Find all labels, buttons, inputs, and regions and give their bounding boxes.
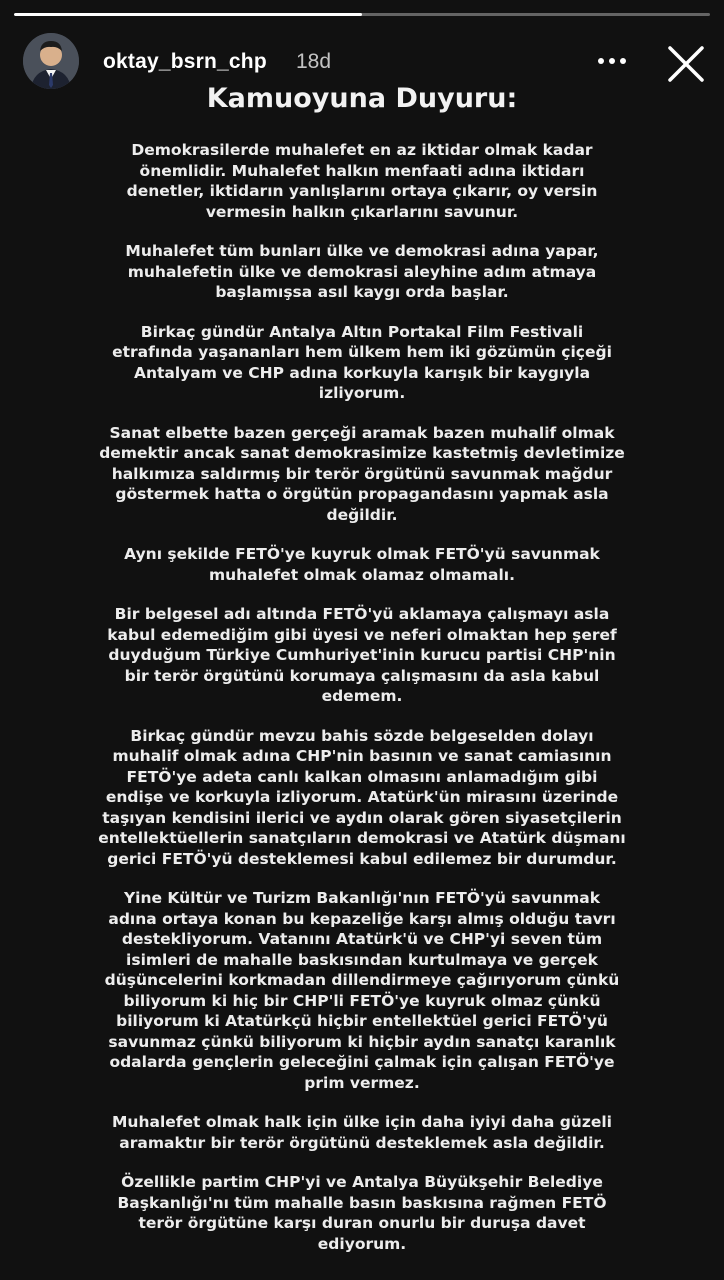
announcement-paragraph: Muhalefet olmak halk için ülke için daha iyiyi daha güzeli aramaktır bir terör örgütünü desteklemek asla değildir. <box>112 1113 612 1152</box>
more-horizontal-icon <box>598 58 604 64</box>
announcement-paragraph: Birkaç gündür Antalya Altın Portakal Film Festivali etrafında yaşananları hem ülkem hem iki gözümün çiçeği Antalyam ve CHP adına korkuyla karışık bir kaygıyla izliyorum. <box>112 322 612 402</box>
story-progress-bar <box>14 13 710 16</box>
announcement-paragraph: Yine Kültür ve Turizm Bakanlığı'nın FETÖ'yü savunmak adına ortaya konan bu kepazeliğe karşı almış olduğu tavrı destekliyorum. Vatanını Atatürk'ü ve CHP'yi seven tüm isimleri de mahalle baskısından kurtulmaya ve gerçek düşüncelerini korkmadan dillendirmeye çağırıyorum çünkü biliyorum ki hiç bir CHP'li FETÖ'ye kuyruk olmaz çünkü biliyorum ki Atatürkçü hiçbir entellektüel gerici FETÖ'yü savunmaz çünkü biliyorum ki hiçbir aydın sanatçı karanlık odalarda gençlerin geleceğini çalmak için çalışan FETÖ'ye prim vermez. <box>104 889 620 1092</box>
more-horizontal-icon <box>620 58 626 64</box>
announcement-content <box>40 84 684 1273</box>
announcement-paragraph: Birkaç gündür mevzu bahis sözde belgeselden dolayı muhalif olmak adına CHP'nin basının ve sanat camiasının FETÖ'ye adeta canlı kalkan olmasını anlamadığım gibi endişe ve korkuyla izliyorum. Atatürk'ün mirasını üzerinde taşıyan kendisini ilerici ve aydın olarak gören siyasetçilerin entellektüellerin sanatçıların demokrasi ve Atatürk düşmanı gerici FETÖ'yü desteklemesi kabul edilemez bir durumdur. <box>98 726 626 868</box>
announcement-paragraph: Aynı şekilde FETÖ'ye kuyruk olmak FETÖ'yü savunmak muhalefet olmak olamaz olmamalı. <box>124 545 600 584</box>
profile-photo-icon <box>23 33 79 89</box>
more-horizontal-icon <box>609 58 615 64</box>
story-timestamp: 18d <box>296 50 332 73</box>
story-progress-fill <box>14 13 362 16</box>
announcement-paragraph: Muhalefet tüm bunları ülke ve demokrasi adına yapar, muhalefetin ülke ve demokrasi aleyhine adım atmaya başlamışsa asıl kaygı orda başlar. <box>125 242 599 301</box>
close-button[interactable] <box>664 42 708 86</box>
announcement-paragraph: Bir belgesel adı altında FETÖ'yü aklamaya çalışmayı asla kabul edemediğim gibi üyesi ve neferi olmaktan hep şeref duyduğum Türkiye Cumhuriyet'inin kurucu partisi CHP'nin bir terör örgütünü korumaya çalışmasını da asla kabul edemem. <box>107 605 617 705</box>
announcement-title: Kamuoyuna Duyuru: <box>206 83 518 114</box>
more-options-button[interactable] <box>590 44 634 78</box>
close-icon <box>664 42 708 86</box>
announcement-paragraph: Demokrasilerde muhalefet en az iktidar olmak kadar önemlidir. Muhalefet halkın menfaati adına iktidarı denetler, iktidarın yanlışlarını ortaya çıkarır, oy versin vermesin halkın çıkarlarını savunur. <box>126 141 598 221</box>
avatar[interactable] <box>23 33 79 89</box>
announcement-paragraph: Sanat elbette bazen gerçeği aramak bazen muhalif olmak demektir ancak sanat demokrasimize kastetmiş devletimize halkımıza saldırmış bir terör örgütünü savunmak mağdur göstermek hatta o örgütün propagandasını yapmak asla değildir. <box>99 423 625 524</box>
announcement-paragraph: Özellikle partim CHP'yi ve Antalya Büyükşehir Belediye Başkanlığı'nı tüm mahalle basın baskısına rağmen FETÖ terör örgütüne karşı duran onurlu bir duruşa davet ediyorum. <box>117 1173 607 1253</box>
account-username[interactable]: oktay_bsrn_chp <box>103 50 267 73</box>
